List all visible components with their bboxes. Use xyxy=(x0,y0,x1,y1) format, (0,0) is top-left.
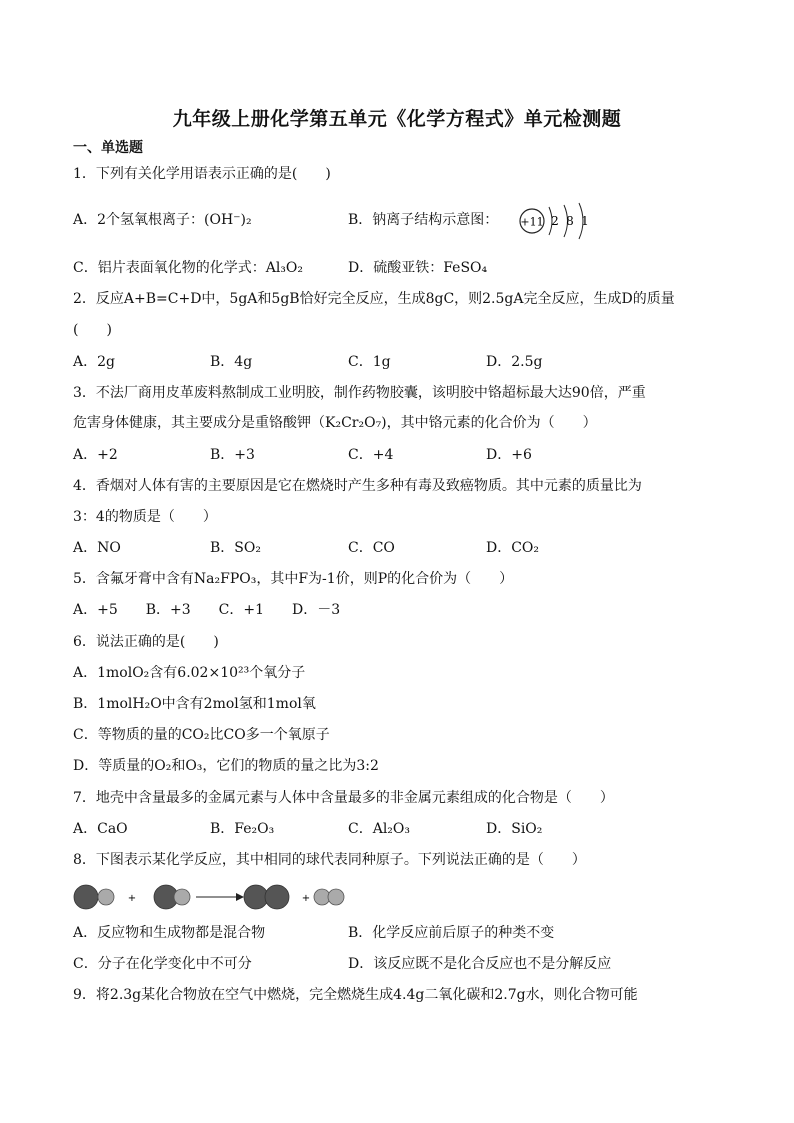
plus-sign: + xyxy=(127,893,137,904)
question-8-option-d: D．该反应既不是化合反应也不是分解反应 xyxy=(348,956,612,972)
reaction-molecule-diagram xyxy=(72,880,352,914)
question-2-stem-line-1: 2．反应A+B=C+D中，5gA和5gB恰好完全反应，生成8gC，则2.5gA完全反应，生成D的质量 xyxy=(73,291,675,307)
question-6-option-a: A．1molO₂含有6.02×10²³个氧分子 xyxy=(73,665,306,681)
question-8-stem: 8．下图表示某化学反应，其中相同的球代表同种原子。下列说法正确的是（ ） xyxy=(73,852,586,868)
question-3-option-b: B．+3 xyxy=(210,447,255,463)
small-atom xyxy=(98,889,114,905)
question-9-stem: 9．将2.3g某化合物放在空气中燃烧，完全燃烧生成4.4g二氧化碳和2.7g水，则化合物可能 xyxy=(73,987,638,1003)
shell-electrons-1: 2 xyxy=(551,214,559,228)
small-atom xyxy=(328,889,344,905)
question-7-option-c: C．Al₂O₃ xyxy=(348,821,411,837)
question-3-stem-line-1: 3．不法厂商用皮革废料熬制成工业明胶，制作药物胶囊，该明胶中铬超标最大达90倍，严重 xyxy=(73,385,646,401)
question-7-option-b: B．Fe₂O₃ xyxy=(210,821,275,837)
question-3-option-d: D．+6 xyxy=(486,447,532,463)
question-1-option-d: D．硫酸亚铁：FeSO₄ xyxy=(348,260,488,276)
question-6-option-c: C．等物质的量的CO₂比CO多一个氧原子 xyxy=(73,727,330,743)
question-6-option-d: D．等质量的O₂和O₃，它们的物质的量之比为3:2 xyxy=(73,758,379,774)
question-4-option-d: D．CO₂ xyxy=(486,540,540,556)
question-4-option-c: C．CO xyxy=(348,540,395,556)
question-2-option-a: A．2g xyxy=(73,354,115,370)
large-atom xyxy=(265,885,289,909)
large-atom xyxy=(74,885,98,909)
question-2-stem-line-2: ( ) xyxy=(73,322,112,338)
question-6-option-b: B．1molH₂O中含有2mol氢和1mol氧 xyxy=(73,696,316,712)
page-title: 九年级上册化学第五单元《化学方程式》单元检测题 xyxy=(172,108,622,130)
question-4-stem-line-2: 3：4的物质是（ ） xyxy=(73,509,217,525)
question-4-stem-line-1: 4．香烟对人体有害的主要原因是它在燃烧时产生多种有毒及致癌物质。其中元素的质量比为 xyxy=(73,478,642,494)
question-7-stem: 7．地壳中含量最多的金属元素与人体中含量最多的非金属元素组成的化合物是（ ） xyxy=(73,790,614,806)
question-1-stem: 1．下列有关化学用语表示正确的是( ) xyxy=(73,166,331,182)
question-8-option-c: C．分子在化学变化中不可分 xyxy=(73,956,252,972)
large-atom xyxy=(244,885,268,909)
shell-electrons-3: 1 xyxy=(581,214,589,228)
question-1-option-b: B．钠离子结构示意图： xyxy=(348,212,499,228)
question-2-option-c: C．1g xyxy=(348,354,391,370)
question-8-option-a: A．反应物和生成物都是混合物 xyxy=(73,925,266,941)
question-5-options: A．+5 B．+3 C．+1 D．－3 xyxy=(73,602,341,618)
question-3-option-a: A．+2 xyxy=(73,447,118,463)
question-7-option-d: D．SiO₂ xyxy=(486,821,543,837)
question-4-option-a: A．NO xyxy=(73,540,121,556)
reaction-arrow-head xyxy=(236,893,244,901)
sodium-ion-structure-diagram xyxy=(517,198,597,244)
question-3-option-c: C．+4 xyxy=(348,447,394,463)
question-5-stem: 5．含氟牙膏中含有Na₂FPO₃，其中F为-1价，则P的化合价为（ ） xyxy=(73,571,514,587)
small-atom xyxy=(174,889,190,905)
section-heading: 一、单选题 xyxy=(73,140,143,156)
question-7-option-a: A．CaO xyxy=(73,821,128,837)
question-3-stem-line-2: 危害身体健康，其主要成分是重铬酸钾（K₂Cr₂O₇)，其中铬元素的化合价为（ ） xyxy=(73,415,597,431)
shell-electrons-2: 8 xyxy=(566,214,574,228)
question-2-option-d: D．2.5g xyxy=(486,354,543,370)
question-2-option-b: B．4g xyxy=(210,354,253,370)
nucleus-charge: +11 xyxy=(520,215,544,229)
question-8-option-b: B．化学反应前后原子的种类不变 xyxy=(348,925,555,941)
question-1-option-a: A．2个氢氧根离子：(OH⁻)₂ xyxy=(73,212,252,228)
question-4-option-b: B．SO₂ xyxy=(210,540,261,556)
question-6-stem: 6．说法正确的是( ) xyxy=(73,634,219,650)
plus-sign: + xyxy=(301,893,311,904)
question-1-option-c: C．铝片表面氧化物的化学式：Al₃O₂ xyxy=(73,260,304,276)
